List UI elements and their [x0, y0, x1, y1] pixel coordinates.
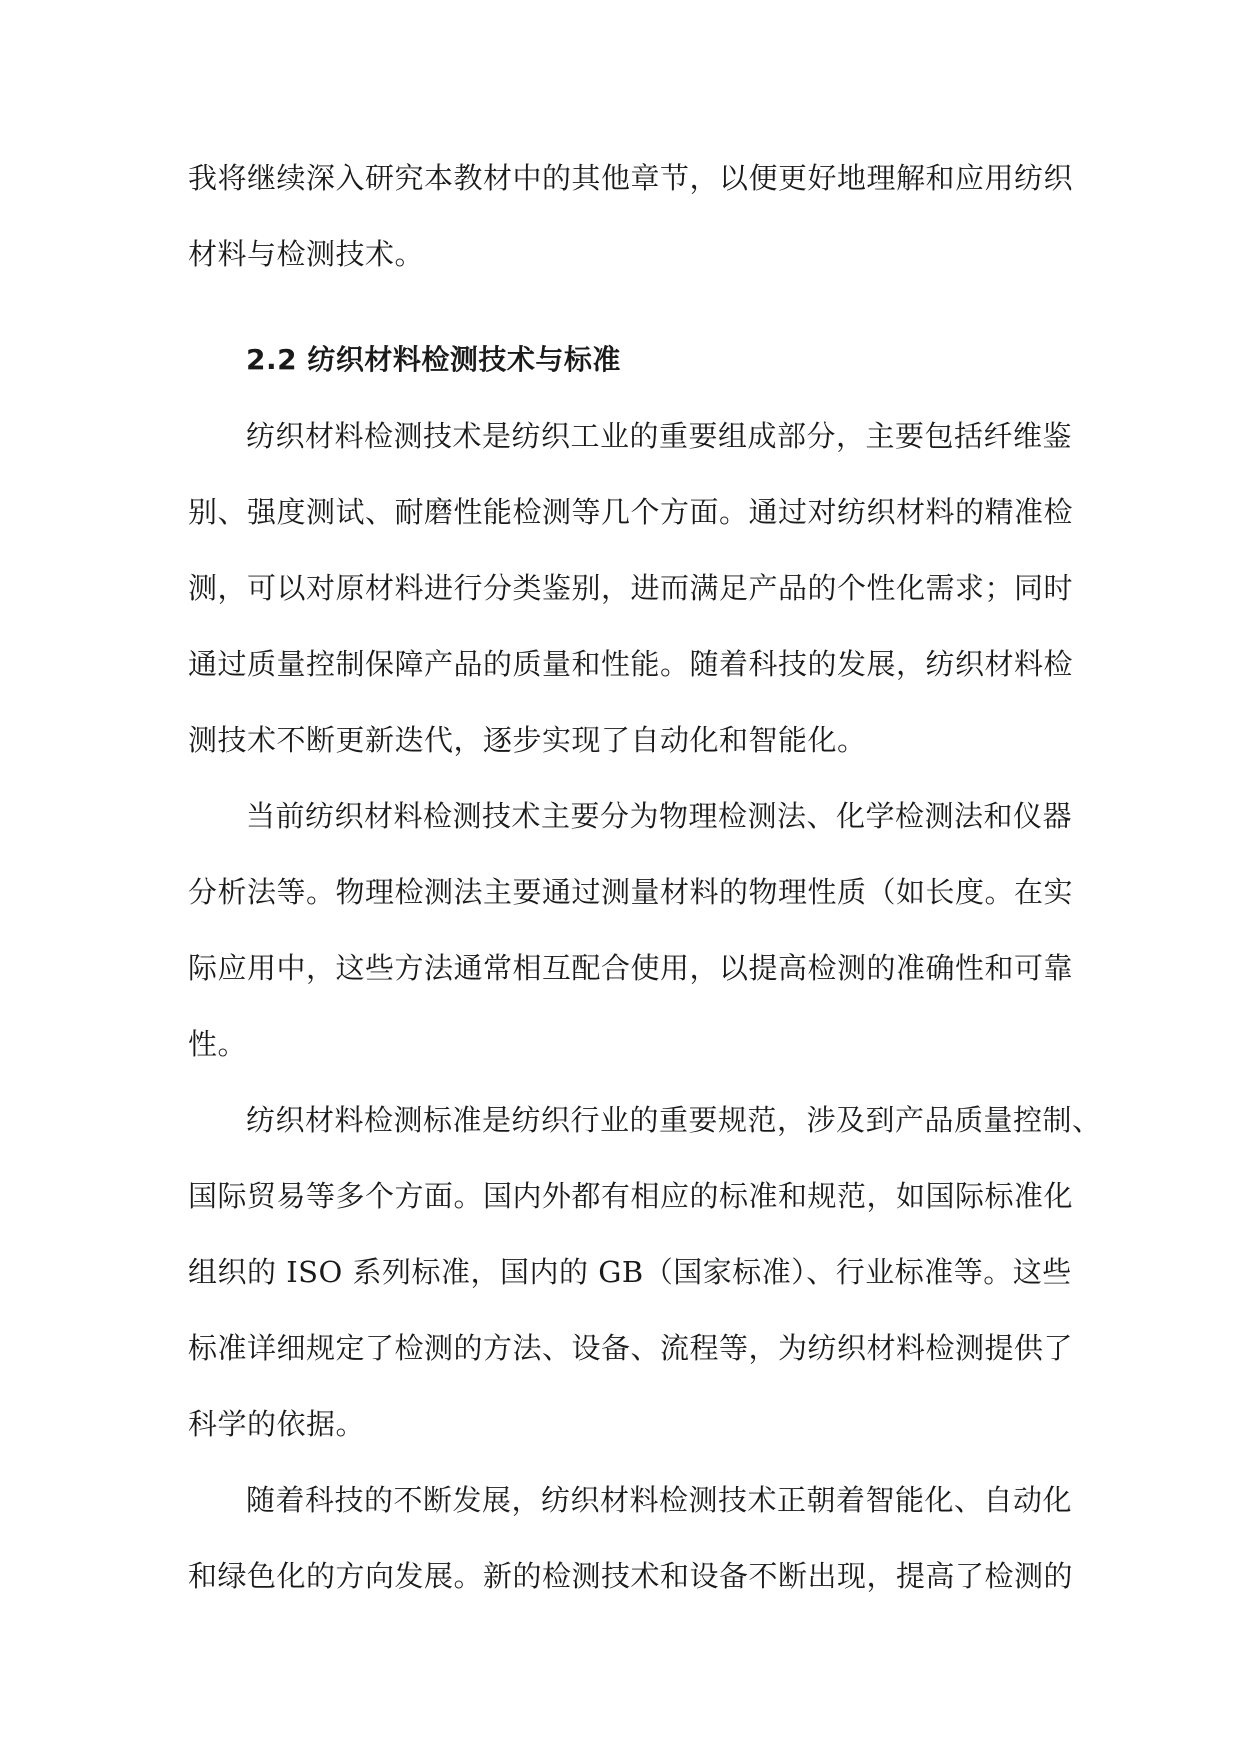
text-line: 通过质量控制保障产品的质量和性能。随着科技的发展，纺织材料检: [188, 647, 1074, 681]
text-line: 测技术不断更新迭代，逐步实现了自动化和智能化。: [188, 723, 867, 757]
text-line: 我将继续深入研究本教材中的其他章节，以便更好地理解和应用纺织: [188, 161, 1074, 195]
text-line: 组织的 ISO 系列标准，国内的 GB（国家标准）、行业标准等。这些: [188, 1255, 1072, 1289]
text-line: 际应用中，这些方法通常相互配合使用，以提高检测的准确性和可靠: [188, 951, 1074, 985]
text-line: 纺织材料检测标准是纺织行业的重要规范，涉及到产品质量控制、: [246, 1103, 1102, 1137]
text-line: 纺织材料检测技术是纺织工业的重要组成部分，主要包括纤维鉴: [246, 419, 1073, 453]
text-line: 标准详细规定了检测的方法、设备、流程等，为纺织材料检测提供了: [188, 1331, 1074, 1365]
intro-paragraph: [188, 140, 1074, 292]
paragraph-2: [188, 778, 1074, 1082]
paragraph-1: [188, 398, 1074, 778]
text-line: 测，可以对原材料进行分类鉴别，进而满足产品的个性化需求；同时: [188, 571, 1074, 605]
section-heading: 2.2 纺织材料检测技术与标准: [246, 343, 621, 376]
paragraph-4: [188, 1462, 1074, 1614]
text-line: 随着科技的不断发展，纺织材料检测技术正朝着智能化、自动化: [246, 1483, 1073, 1517]
text-line: 别、强度测试、耐磨性能检测等几个方面。通过对纺织材料的精准检: [188, 495, 1074, 529]
text-line: 分析法等。物理检测法主要通过测量材料的物理性质（如长度。在实: [188, 875, 1074, 909]
text-line: 材料与检测技术。: [188, 237, 425, 271]
text-line: 性。: [188, 1027, 248, 1061]
document-page: [188, 140, 1102, 1614]
text-line: 科学的依据。: [188, 1407, 366, 1441]
text-line: 和绿色化的方向发展。新的检测技术和设备不断出现，提高了检测的: [188, 1559, 1074, 1593]
paragraph-3: [188, 1082, 1102, 1462]
text-line: 国际贸易等多个方面。国内外都有相应的标准和规范，如国际标准化: [188, 1179, 1074, 1213]
text-line: 当前纺织材料检测技术主要分为物理检测法、化学检测法和仪器: [246, 799, 1073, 833]
